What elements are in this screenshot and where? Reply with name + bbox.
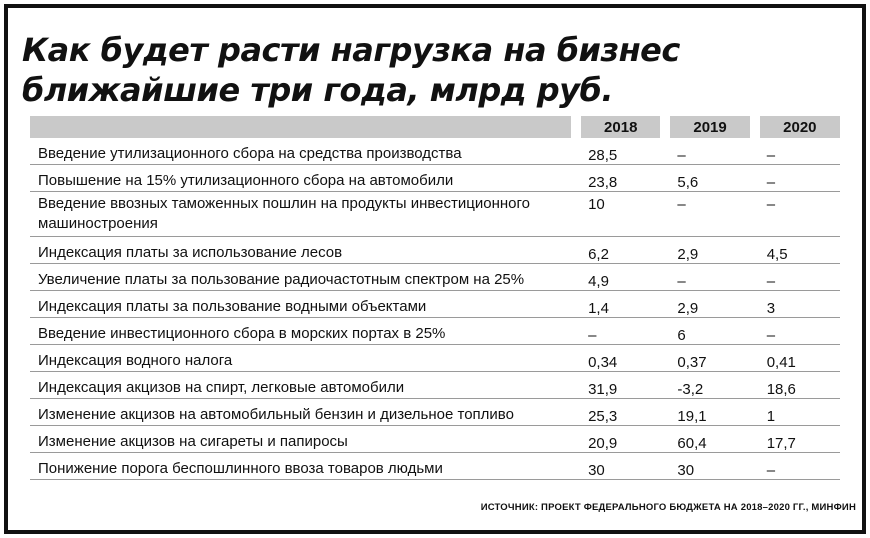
row-label: Изменение акцизов на сигареты и папиросы bbox=[30, 426, 576, 453]
row-label: Увеличение платы за пользование радиочастотным спектром на 25% bbox=[30, 264, 576, 291]
header-year-2020: 2020 bbox=[755, 116, 840, 138]
value-2018: 1,4 bbox=[576, 291, 665, 318]
row-label: Введение ввозных таможенных пошлин на продукты инвестиционного машиностроения bbox=[30, 192, 576, 237]
value-2019: 5,6 bbox=[665, 165, 754, 192]
row-label: Понижение порога беспошлинного ввоза товаров людьми bbox=[30, 453, 576, 480]
data-table bbox=[30, 116, 840, 480]
row-label: Изменение акцизов на автомобильный бензин и дизельное топливо bbox=[30, 399, 576, 426]
value-2020: 4,5 bbox=[755, 237, 840, 264]
value-2019: 2,9 bbox=[665, 291, 754, 318]
header-label-cell bbox=[30, 116, 576, 138]
row-label: Индексация акцизов на спирт, легковые автомобили bbox=[30, 372, 576, 399]
value-2018: 30 bbox=[576, 453, 665, 480]
value-2020: 3 bbox=[755, 291, 840, 318]
source-note: ИСТОЧНИК: ПРОЕКТ ФЕДЕРАЛЬНОГО БЮДЖЕТА НА 2018–2020 ГГ., МИНФИН bbox=[480, 502, 856, 513]
header-year-2018: 2018 bbox=[576, 116, 665, 138]
value-2020: – bbox=[755, 192, 840, 237]
value-2020: – bbox=[755, 318, 840, 345]
table-row bbox=[30, 192, 840, 237]
value-2020: – bbox=[755, 453, 840, 480]
value-2019: 30 bbox=[665, 453, 754, 480]
row-label: Индексация платы за использование лесов bbox=[30, 237, 576, 264]
value-2019: – bbox=[665, 192, 754, 237]
table-row bbox=[30, 345, 840, 372]
table-row bbox=[30, 426, 840, 453]
table-row bbox=[30, 372, 840, 399]
table-header-row bbox=[30, 116, 840, 138]
table-row bbox=[30, 165, 840, 192]
table-row bbox=[30, 138, 840, 165]
table-row bbox=[30, 291, 840, 318]
value-2019: 2,9 bbox=[665, 237, 754, 264]
value-2018: 31,9 bbox=[576, 372, 665, 399]
row-label: Введение инвестиционного сбора в морских портах в 25% bbox=[30, 318, 576, 345]
value-2018: 28,5 bbox=[576, 138, 665, 165]
value-2019: 0,37 bbox=[665, 345, 754, 372]
table-row bbox=[30, 237, 840, 264]
value-2020: 17,7 bbox=[755, 426, 840, 453]
value-2019: 19,1 bbox=[665, 399, 754, 426]
header-year-2019: 2019 bbox=[665, 116, 754, 138]
value-2018: 10 bbox=[576, 192, 665, 237]
value-2018: – bbox=[576, 318, 665, 345]
value-2020: 18,6 bbox=[755, 372, 840, 399]
value-2019: -3,2 bbox=[665, 372, 754, 399]
row-label: Индексация водного налога bbox=[30, 345, 576, 372]
value-2020: 1 bbox=[755, 399, 840, 426]
value-2018: 4,9 bbox=[576, 264, 665, 291]
value-2019: – bbox=[665, 264, 754, 291]
value-2018: 6,2 bbox=[576, 237, 665, 264]
table-row bbox=[30, 264, 840, 291]
value-2020: 0,41 bbox=[755, 345, 840, 372]
value-2018: 0,34 bbox=[576, 345, 665, 372]
row-label: Индексация платы за пользование водными объектами bbox=[30, 291, 576, 318]
value-2019: 60,4 bbox=[665, 426, 754, 453]
table-row bbox=[30, 318, 840, 345]
row-label: Повышение на 15% утилизационного сбора на автомобили bbox=[30, 165, 576, 192]
value-2020: – bbox=[755, 165, 840, 192]
value-2018: 25,3 bbox=[576, 399, 665, 426]
value-2018: 23,8 bbox=[576, 165, 665, 192]
table-row bbox=[30, 399, 840, 426]
row-label: Введение утилизационного сбора на средства производства bbox=[30, 138, 576, 165]
value-2019: – bbox=[665, 138, 754, 165]
table-row bbox=[30, 453, 840, 480]
value-2020: – bbox=[755, 138, 840, 165]
value-2019: 6 bbox=[665, 318, 754, 345]
value-2018: 20,9 bbox=[576, 426, 665, 453]
chart-title: Как будет расти нагрузка на бизнес ближайшие три года, млрд руб. bbox=[22, 31, 680, 109]
value-2020: – bbox=[755, 264, 840, 291]
